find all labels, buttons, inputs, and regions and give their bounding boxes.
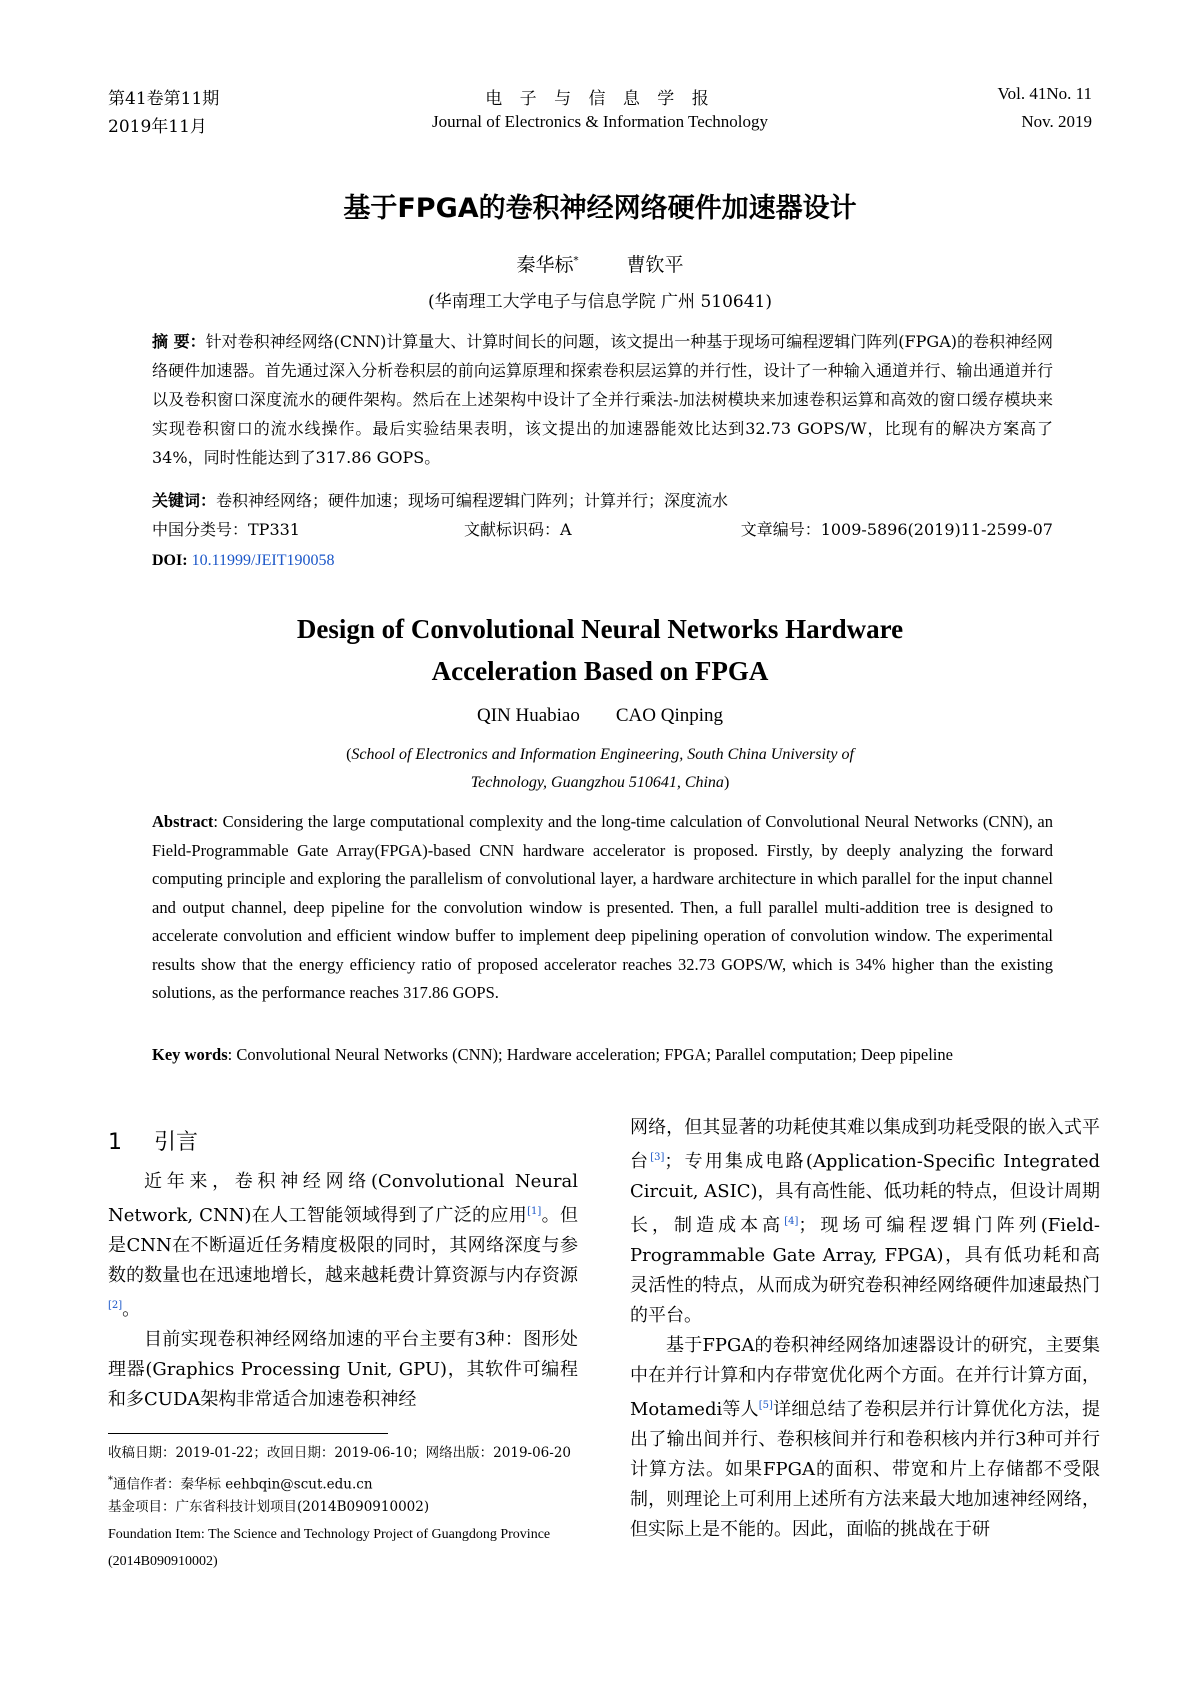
author-name-en: QIN Huabiao — [476, 705, 580, 726]
body-paragraph — [630, 1331, 1100, 1545]
affiliation-en: (School of Electronics and Information Engineering, South China University of Technology, Guangzhou 510641, China) — [346, 746, 854, 791]
footnote-fund-cn: 基金项目：广东省科技计划项目(2014B090910002) — [108, 1499, 430, 1515]
citation-ref[interactable]: [1] — [527, 1206, 542, 1217]
volume-number: Vol. 41No. 11 — [997, 84, 1092, 103]
body-text: ；专用集成电路(Application-Specific Integrated Circuit, ASIC)，具有高性能、低功耗的特点，但设计周期长，制造成本高 — [630, 1151, 1101, 1236]
citation-ref[interactable]: [5] — [758, 1400, 773, 1411]
keywords-en-text: : Convolutional Neural Networks (CNN); Hardware acceleration; FPGA; Parallel computation; Deep pipeline — [227, 1045, 953, 1064]
footnote-fund-en: Foundation Item: The Science and Technology Project of Guangdong Province (2014B090910002) — [108, 1527, 551, 1569]
author-name: 秦华标 — [516, 254, 574, 276]
body-paragraph — [108, 1167, 578, 1325]
affiliation-cn: (华南理工大学电子与信息学院 广州 510641) — [428, 292, 772, 312]
title-en-line: Acceleration Based on FPGA — [431, 656, 769, 686]
keywords-en — [152, 1041, 1053, 1070]
body-text: 网络，但其显著的功耗使其难以集成到功耗受限的嵌入式平台 — [630, 1117, 1100, 1172]
article-number: 文章编号：1009-5896(2019)11-2599-07 — [740, 520, 1053, 539]
abstract-en-label: Abstract — [152, 812, 214, 831]
section-title: 引言 — [154, 1130, 199, 1155]
corresponding-mark: * — [573, 255, 579, 267]
journal-name-en: Journal of Electronics & Information Technology — [431, 112, 769, 131]
journal-date: 2019年11月 — [108, 117, 207, 137]
abstract-cn-text: 针对卷积神经网络(CNN)计算量大、计算时间长的问题，该文提出一种基于现场可编程逻辑门阵列(FPGA)的卷积神经网络硬件加速器。首先通过深入分析卷积层的前向运算原理和探索卷积层运算的并行性，设计了一种输入通道并行、输出通道并行以及卷积窗口深度流水的硬件架构。然后在上述架构中设计了全并行乘法-加法树模块来加速卷积运算和高效的窗口缓存模块来实现卷积窗口的流水线操作。最后实验结果表明，该文提出的加速器能效比达到32.73 GOPS/W，比现有的解决方案高了34%，同时性能达到了317.86 GOPS。 — [152, 332, 1053, 467]
affiliation-en-line: Technology, Guangzhou 510641, — [470, 774, 685, 791]
keywords-cn-text: 卷积神经网络；硬件加速；现场可编程逻辑门阵列；计算并行；深度流水 — [216, 491, 729, 510]
author-name-en: CAO Qinping — [615, 705, 724, 726]
publication-month: Nov. 2019 — [1021, 112, 1092, 131]
keywords-cn-label: 关键词： — [152, 491, 217, 510]
doi-row — [152, 546, 335, 575]
journal-issue: 第41卷第11期 — [108, 89, 220, 109]
title-en-line: Design of Convolutional Neural Networks Hardware — [296, 614, 904, 644]
abstract-en-text: : Considering the large computational complexity and the long-time calculation of Convolutional Neural Networks (CNN), an Field-Programmable Gate Array(FPGA)-based CNN hardware accelerator is proposed. Firstly, by deeply analyzing the forward computing principle and exploring the parallelism of convolutional layer, a hardware architecture in which parallel for the input channel and output channel, deep pipeline for the convolution window is presented. Then, a full parallel multi-addition tree is designed to accelerate convolution and efficient window buffer to implement deep pipelining operation of convolution window. The experimental results show that the energy efficiency ratio of proposed accelerator reaches 32.73 GOPS/W, which is 34% higher than the existing solutions, as the performance reaches 317.86 GOPS. — [152, 812, 1053, 1002]
citation-ref[interactable]: [4] — [784, 1216, 799, 1227]
corresponding-mark: * — [108, 1475, 113, 1486]
affiliation-en-country: China — [684, 774, 724, 791]
body-paragraph — [630, 1113, 1100, 1331]
paper-title-en — [0, 608, 1200, 692]
body-text: 基于FPGA的卷积神经网络加速器设计的研究，主要集中在并行计算和内存带宽优化两个方面。在并行计算方面，Motamedi等人 — [630, 1335, 1100, 1420]
keywords-cn — [152, 486, 1053, 515]
doi-link[interactable]: 10.11999/JEIT190058 — [191, 552, 335, 569]
body-left-column — [108, 1167, 578, 1415]
doi-label: DOI: — [152, 552, 188, 569]
document-code: 文献标识码：A — [464, 520, 572, 539]
footnote-rule — [108, 1433, 388, 1434]
body-text: 。 — [122, 1299, 141, 1320]
body-paragraph: 目前实现卷积神经网络加速的平台主要有3种：图形处理器(Graphics Processing Unit, GPU)，其软件可编程和多CUDA架构非常适合加速卷积神经 — [108, 1329, 578, 1410]
body-text: 近年来，卷积神经网络(Convolutional Neural Network, CNN)在人工智能领域得到了广泛的应用 — [108, 1171, 578, 1226]
authors-cn — [0, 250, 1200, 277]
journal-name-cn: 电 子 与 信 息 学 报 — [485, 89, 715, 109]
affiliation-en-line: School of Electronics and Information Engineering, South China University of — [351, 746, 854, 763]
section-heading — [108, 1125, 198, 1156]
footnote-dates: 收稿日期：2019-01-22；改回日期：2019-06-10；网络出版：2019-06-20 — [108, 1445, 572, 1461]
body-right-column — [630, 1113, 1100, 1545]
abstract-cn-label: 摘 要： — [152, 332, 206, 351]
section-number: 1 — [108, 1130, 122, 1155]
abstract-en — [152, 808, 1053, 1008]
abstract-cn — [152, 327, 1053, 472]
body-text: 详细总结了卷积层并行计算优化方法，提出了输出间并行、卷积核间并行和卷积核内并行3种可并行计算方法。如果FPGA的面积、带宽和片上存储都不受限制，则理论上可利用上述所有方法来最大地加速神经网络，但实际上是不能的。因此，面临的挑战在于研 — [630, 1399, 1101, 1540]
authors-en — [0, 705, 1200, 727]
body-text: ；现场可编程逻辑门阵列(Field-Programmable Gate Array, FPGA)，具有低功耗和高灵活性的特点，从而成为研究卷积神经网络硬件加速最热门的平台。 — [630, 1215, 1101, 1326]
citation-ref[interactable]: [2] — [108, 1300, 123, 1311]
keywords-en-label: Key words — [152, 1045, 228, 1064]
citation-ref[interactable]: [3] — [650, 1152, 665, 1163]
paper-title-cn: 基于FPGA的卷积神经网络硬件加速器设计 — [343, 193, 857, 224]
clc-number: 中国分类号：TP331 — [152, 520, 300, 539]
body-text: 。但是CNN在不断逼近任务精度极限的同时，其网络深度与参数的数量也在迅速地增长，越来越耗费计算资源与内存资源 — [108, 1205, 579, 1286]
author-name: 曹钦平 — [626, 254, 684, 276]
corresponding-text: 通信作者：秦华标 eehbqin@scut.edu.cn — [113, 1476, 373, 1493]
